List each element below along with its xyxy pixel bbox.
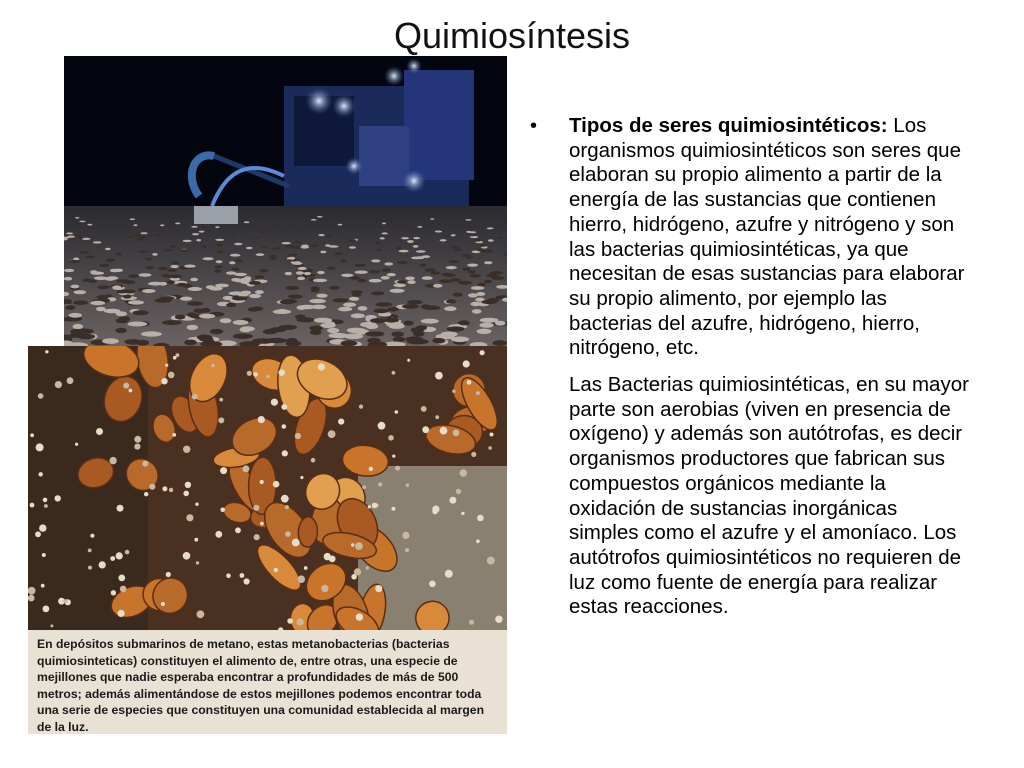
bullet-text: Los organismos quimiosintéticos son seres que elaboran su propio alimento a partir de la energía de las sustancias que contienen hierro, hidrógeno, azufre y nitrógeno y son las bacterias quimiosintéticas, ya que necesitan de esas sustancias para elaborar su propio alimento, por ejemplo las bacterias del azufre, hidrógeno, hierro, nitrógeno, etc. <box>569 114 965 360</box>
deep-sea-photo <box>64 56 507 346</box>
photo-caption-box <box>28 630 507 734</box>
bullet-item <box>530 114 970 361</box>
photo-caption: En depósitos submarinos de metano, estas metanobacterias (bacterias quimiosinteticas) constituyen el alimento de, entre otras, una especie de mejillones que nadie esperaba encontrar a profundidades de más de 500 metros; además alimentándose de estos mejillones podemos encontrar toda una serie de especies que constituyen una comunidad establecida al margen de la luz. <box>37 637 485 734</box>
bullet-heading: Tipos de seres quimiosintéticos: <box>569 114 888 137</box>
paragraph-2: Las Bacterias quimiosintéticas, en su mayor parte son aerobias (viven en presencia de oxígeno) y además son autótrofas, es decir organismos productores que fabrican sus compuestos orgánicos mediante la oxidación de sustancias inorgánicas simples como el azufre y el amoníaco. Los autótrofos quimiosintéticos no requieren de luz como fuente de energía para realizar estas reacciones. <box>569 373 969 619</box>
mussels-illustration <box>28 346 507 630</box>
mussels-photo <box>28 346 507 630</box>
content-text <box>530 114 970 620</box>
slide-title: Quimiosíntesis <box>393 15 631 56</box>
bullet-icon: • <box>530 115 538 137</box>
deep-sea-illustration <box>64 56 507 346</box>
